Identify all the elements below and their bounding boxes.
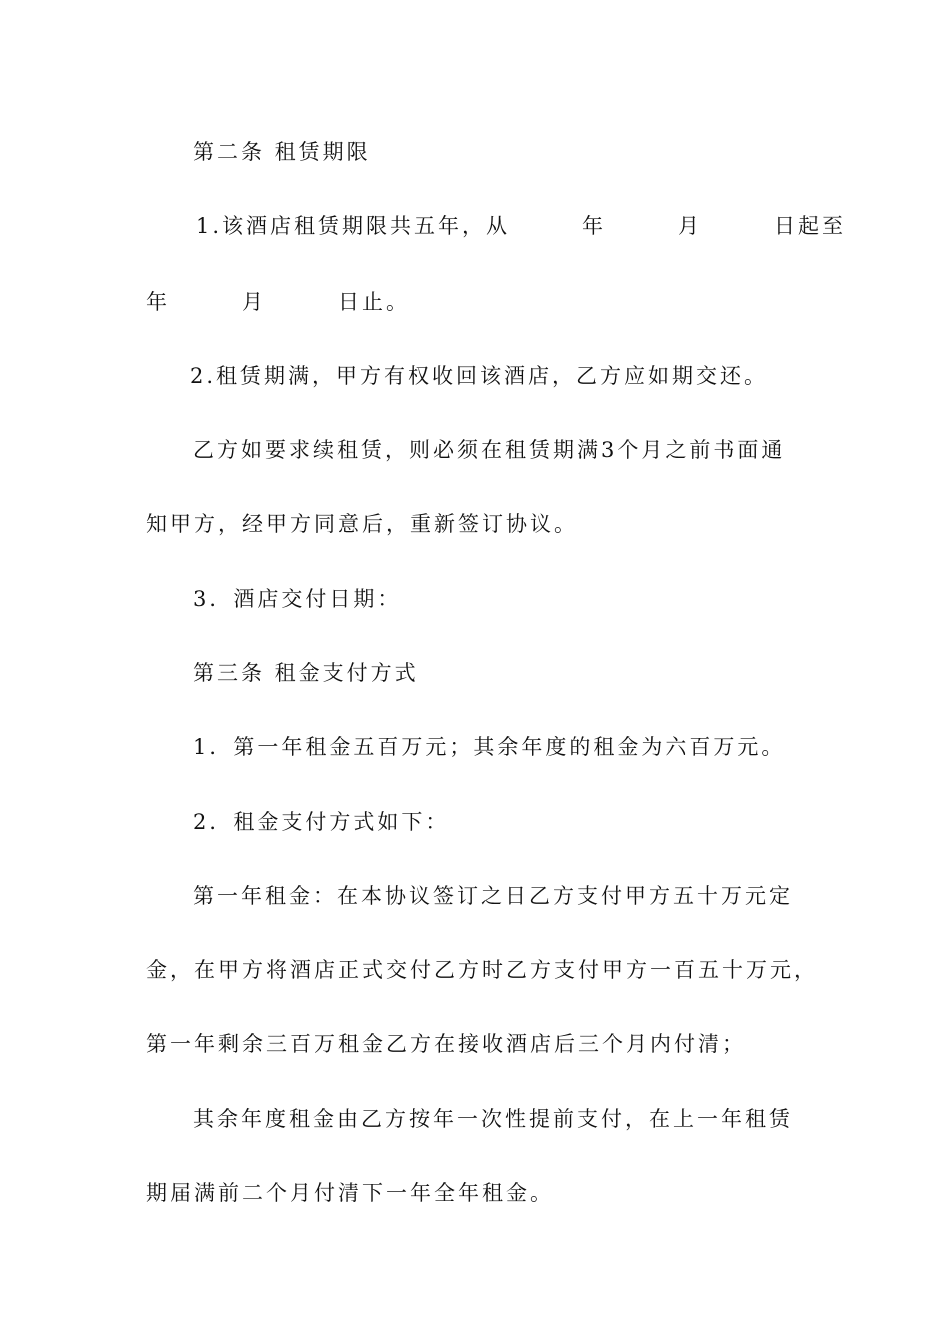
paragraph-line: 期届满前二个月付清下一年全年租金。 xyxy=(146,1181,554,1205)
paragraph-line: 知甲方，经甲方同意后，重新签订协议。 xyxy=(146,512,578,536)
paragraph-line: 2．租金支付方式如下： xyxy=(193,810,450,834)
section-heading-lease-term: 第二条 租赁期限 xyxy=(193,140,371,164)
paragraph-line: 年 月 日止。 xyxy=(146,290,410,314)
paragraph-line: 第一年剩余三百万租金乙方在接收酒店后三个月内付清； xyxy=(146,1032,746,1056)
paragraph-line: 乙方如要求续租赁，则必须在租赁期满3个月之前书面通 xyxy=(193,438,786,462)
paragraph-line: 3．酒店交付日期： xyxy=(193,587,402,611)
paragraph-line: 1.该酒店租赁期限共五年，从 年 月 日起至 xyxy=(196,214,847,238)
paragraph-line: 第一年租金：在本协议签订之日乙方支付甲方五十万元定 xyxy=(193,884,793,908)
paragraph-line: 金，在甲方将酒店正式交付乙方时乙方支付甲方一百五十万元， xyxy=(146,958,818,982)
paragraph-line: 2.租赁期满，甲方有权收回该酒店，乙方应如期交还。 xyxy=(190,364,769,388)
section-heading-rent-payment: 第三条 租金支付方式 xyxy=(193,661,419,685)
paragraph-line: 1．第一年租金五百万元；其余年度的租金为六百万元。 xyxy=(193,735,786,759)
paragraph-line: 其余年度租金由乙方按年一次性提前支付，在上一年租赁 xyxy=(193,1107,793,1131)
